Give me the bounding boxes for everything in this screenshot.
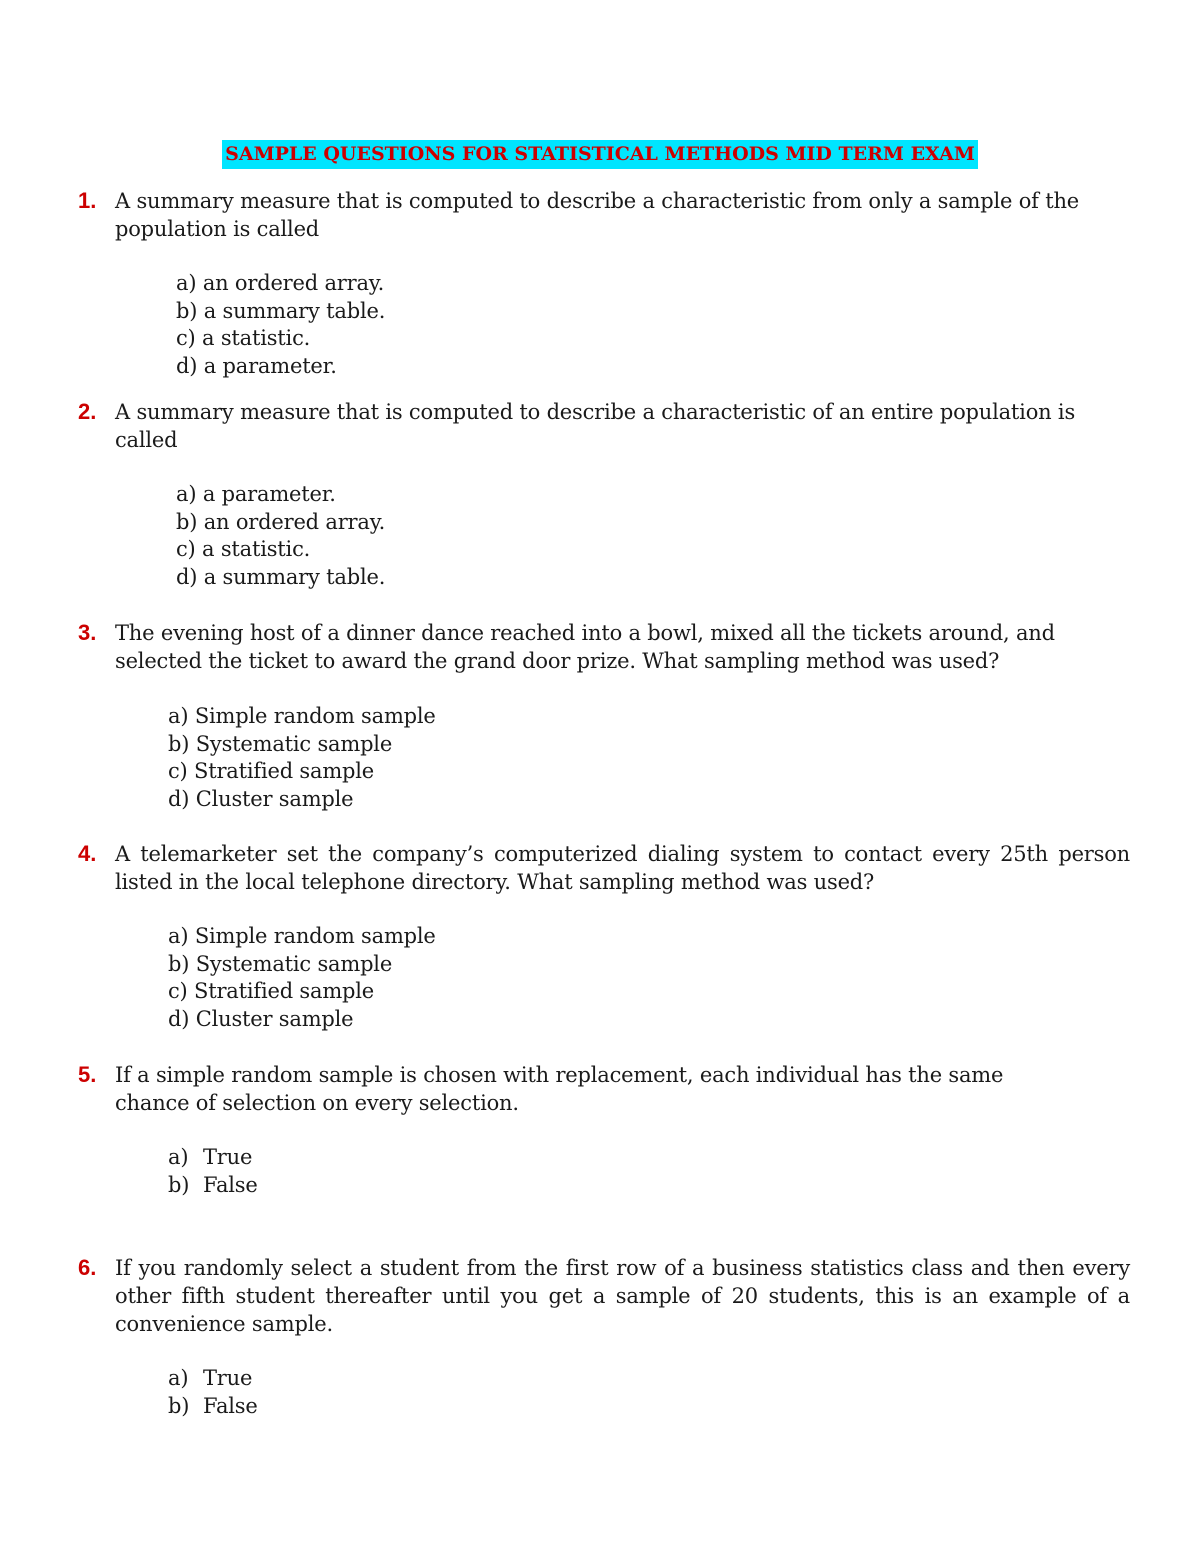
option-c bbox=[168, 978, 436, 1006]
option-letter: c) bbox=[176, 537, 196, 561]
question-number: 2. bbox=[78, 399, 97, 424]
question-5 bbox=[78, 1061, 1038, 1117]
option-letter: b) bbox=[168, 731, 190, 756]
options-2 bbox=[176, 481, 385, 591]
option-text: False bbox=[203, 1393, 258, 1418]
option-text: Stratified sample bbox=[194, 979, 375, 1003]
question-number: 5. bbox=[78, 1062, 97, 1087]
option-text: True bbox=[203, 1145, 253, 1169]
option-letter: c) bbox=[168, 759, 188, 783]
question-text: A summary measure that is computed to describe a characteristic from only a sample of the population is called bbox=[115, 189, 1080, 241]
option-letter: c) bbox=[168, 979, 188, 1003]
option-a bbox=[168, 1144, 258, 1172]
question-6 bbox=[78, 1254, 1130, 1338]
option-d bbox=[168, 786, 436, 814]
option-letter: b) bbox=[168, 1172, 190, 1197]
option-letter: a) bbox=[168, 704, 189, 728]
options-5 bbox=[168, 1144, 258, 1199]
title-wrap bbox=[0, 140, 1200, 169]
option-text: a parameter. bbox=[203, 353, 337, 378]
option-text: a statistic. bbox=[202, 326, 311, 350]
option-d bbox=[168, 1006, 436, 1034]
option-letter: c) bbox=[176, 326, 196, 350]
option-d bbox=[176, 353, 385, 381]
option-text: Simple random sample bbox=[194, 704, 436, 728]
question-text: If you randomly select a student from the first row of a business statistics class and then every other fifth student thereafter until you get a sample of 20 students, this is an example of a convenience sample. bbox=[115, 1256, 1130, 1336]
option-letter: b) bbox=[168, 1393, 190, 1418]
option-b bbox=[168, 731, 436, 759]
option-text: an ordered array. bbox=[203, 509, 386, 534]
option-a bbox=[168, 1365, 258, 1393]
option-text: Systematic sample bbox=[195, 951, 393, 976]
option-b bbox=[168, 951, 436, 979]
option-b bbox=[176, 298, 385, 326]
question-3 bbox=[78, 619, 1130, 675]
option-text: a parameter. bbox=[202, 482, 336, 506]
question-text: If a simple random sample is chosen with replacement, each individual has the same chance of selection on every selection. bbox=[115, 1063, 1004, 1115]
question-text: A telemarketer set the company’s computerized dialing system to contact every 25th person listed in the local telephone directory. What sampling method was used? bbox=[115, 842, 1130, 894]
option-text: False bbox=[203, 1172, 258, 1197]
option-letter: d) bbox=[176, 353, 198, 378]
option-text: an ordered array. bbox=[202, 271, 385, 295]
question-4 bbox=[78, 840, 1130, 896]
option-text: Cluster sample bbox=[195, 1006, 354, 1031]
options-3 bbox=[168, 703, 436, 813]
page-title: SAMPLE QUESTIONS FOR STATISTICAL METHODS MID TERM EXAM bbox=[222, 140, 978, 169]
option-letter: a) bbox=[176, 271, 197, 295]
option-c bbox=[176, 536, 385, 564]
option-letter: a) bbox=[168, 924, 189, 948]
option-letter: d) bbox=[176, 564, 198, 589]
option-a bbox=[168, 703, 436, 731]
option-letter: a) bbox=[176, 482, 197, 506]
option-c bbox=[176, 325, 385, 353]
option-a bbox=[168, 923, 436, 951]
question-number: 6. bbox=[78, 1255, 97, 1280]
option-text: Stratified sample bbox=[194, 759, 375, 783]
option-letter: a) bbox=[168, 1366, 189, 1390]
option-b bbox=[168, 1172, 258, 1200]
option-letter: a) bbox=[168, 1145, 189, 1169]
question-text: A summary measure that is computed to describe a characteristic of an entire population is called bbox=[115, 400, 1076, 452]
option-text: Simple random sample bbox=[194, 924, 436, 948]
option-text: True bbox=[203, 1366, 253, 1390]
option-a bbox=[176, 481, 385, 509]
option-text: a summary table. bbox=[203, 298, 386, 323]
option-letter: b) bbox=[176, 298, 198, 323]
option-b bbox=[168, 1393, 258, 1421]
option-letter: b) bbox=[176, 509, 198, 534]
option-d bbox=[176, 564, 385, 592]
question-2 bbox=[78, 398, 1130, 454]
option-b bbox=[176, 509, 385, 537]
question-text: The evening host of a dinner dance reached into a bowl, mixed all the tickets around, and selected the ticket to award the grand door prize. What sampling method was used? bbox=[115, 621, 1055, 673]
question-number: 4. bbox=[78, 841, 97, 866]
option-text: Systematic sample bbox=[195, 731, 393, 756]
option-letter: d) bbox=[168, 1006, 190, 1031]
option-a bbox=[176, 270, 385, 298]
option-letter: d) bbox=[168, 786, 190, 811]
option-letter: b) bbox=[168, 951, 190, 976]
option-c bbox=[168, 758, 436, 786]
options-6 bbox=[168, 1365, 258, 1420]
question-1 bbox=[78, 187, 1130, 243]
option-text: Cluster sample bbox=[195, 786, 354, 811]
question-number: 1. bbox=[78, 188, 97, 213]
option-text: a summary table. bbox=[203, 564, 386, 589]
option-text: a statistic. bbox=[202, 537, 311, 561]
question-number: 3. bbox=[78, 620, 97, 645]
options-4 bbox=[168, 923, 436, 1033]
options-1 bbox=[176, 270, 385, 380]
